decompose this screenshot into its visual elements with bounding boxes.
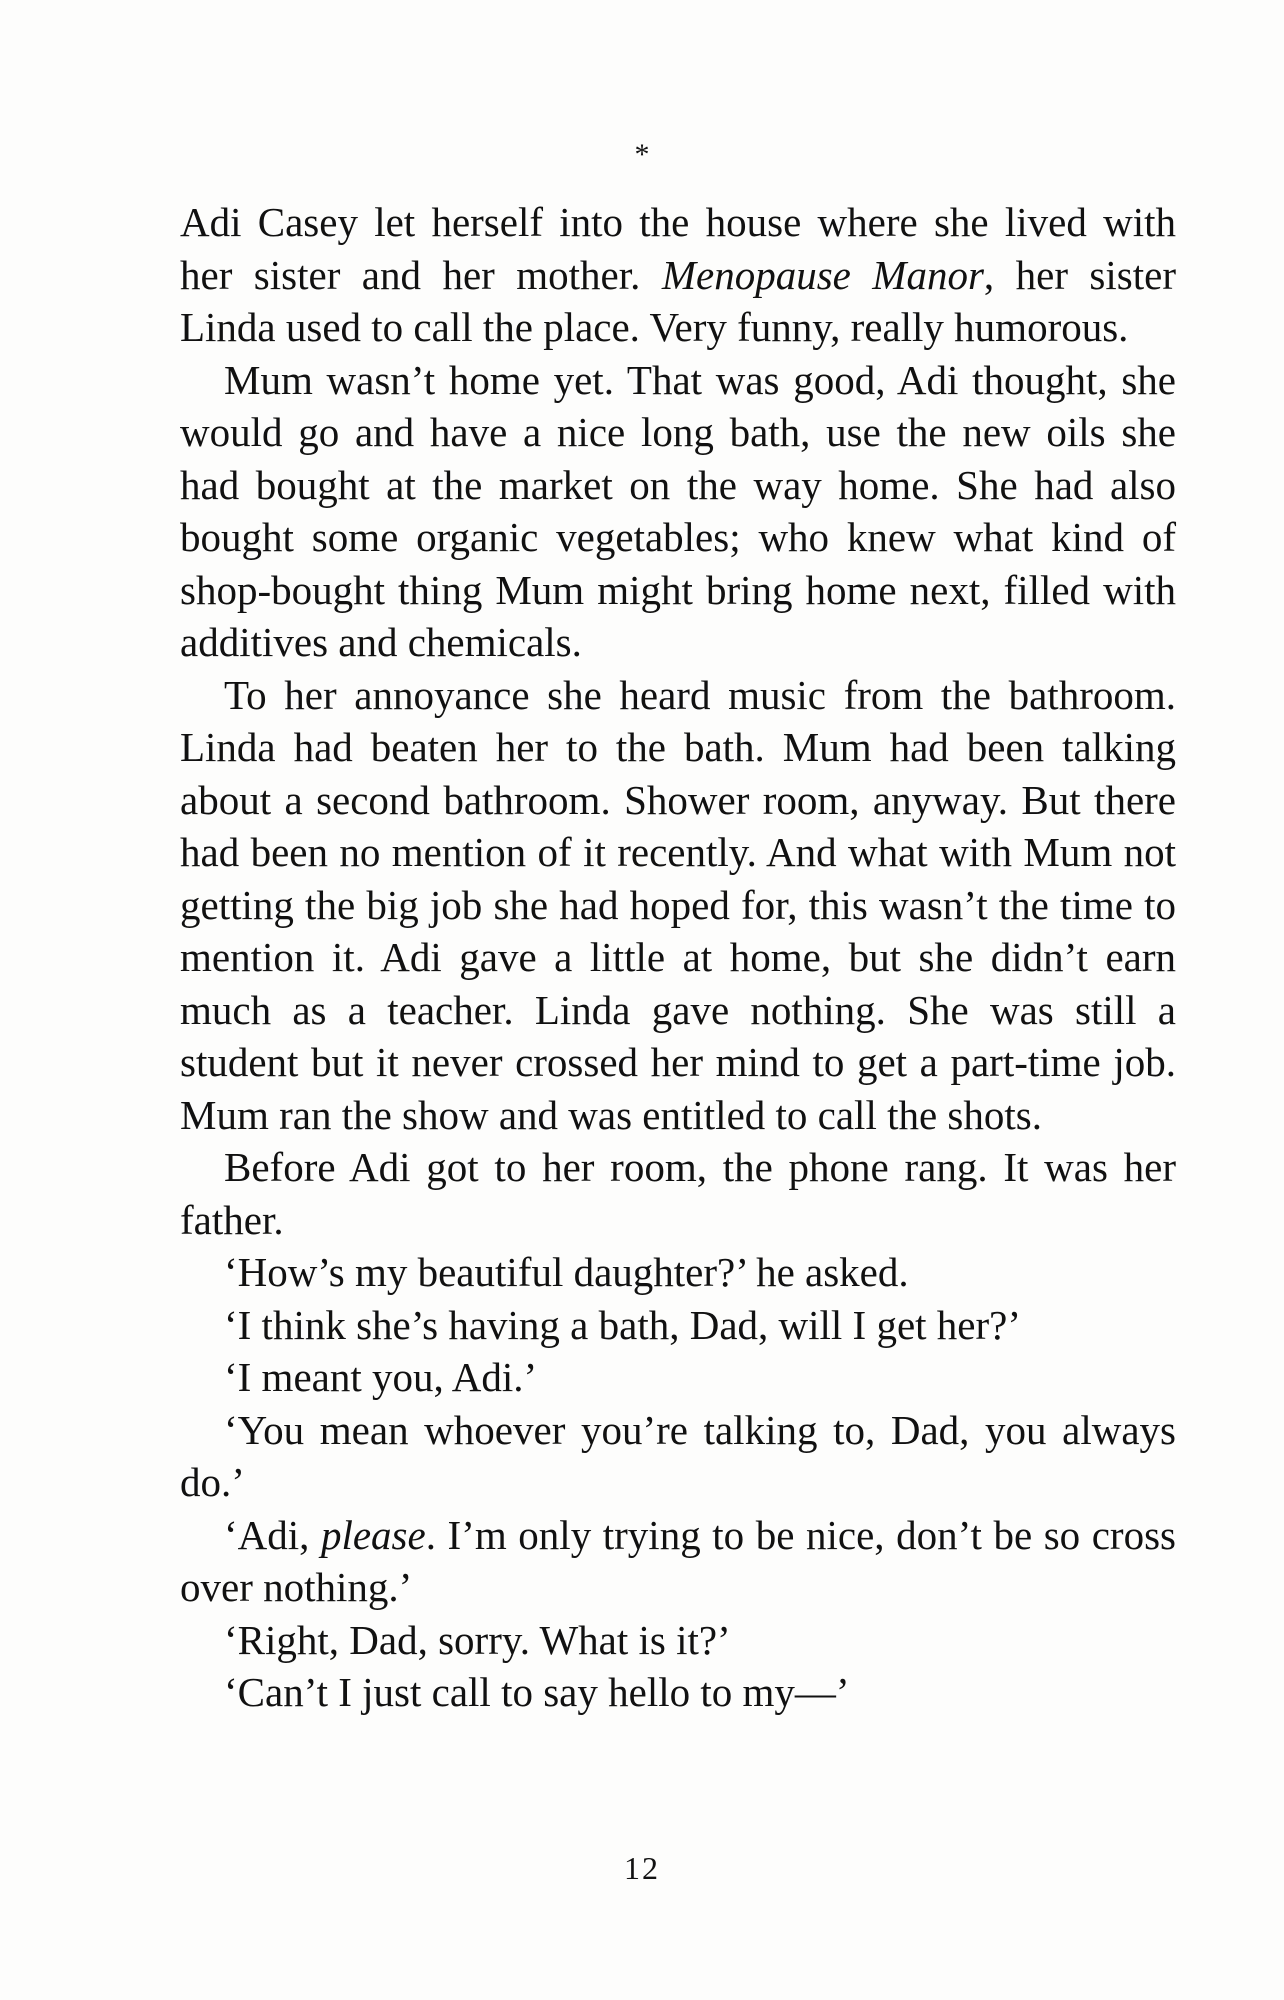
text-run: , her sister Linda used to call the place. Very funny, really humorous. (180, 251, 1176, 350)
text-run-italic: please (320, 1511, 426, 1558)
paragraph (180, 669, 1176, 1142)
section-break-ornament: * (634, 138, 650, 171)
text-run: Adi Casey let herself into the house where she lived with her sister and her mother. (180, 199, 1176, 298)
dialogue-line (180, 1246, 1176, 1299)
text-run: ‘Adi, (224, 1511, 321, 1558)
dialogue-line (180, 1666, 1176, 1719)
text-run: Mum wasn’t home yet. That was good, Adi thought, she would go and have a nice long bath, use the new oils she had bought at the market on the way home. She had also bought some organic vegetables; who knew what kind of shop-bought thing Mum might bring home next, filled with additives and chemicals. (180, 356, 1176, 665)
body-text (180, 196, 1176, 1719)
text-run: ‘Can’t I just call to say hello to my—’ (224, 1669, 850, 1715)
dialogue-line (180, 1404, 1176, 1509)
text-run: ‘Right, Dad, sorry. What is it?’ (224, 1616, 731, 1663)
dialogue-line (180, 1299, 1176, 1352)
paragraph (180, 1141, 1176, 1246)
text-run: To her annoyance she heard music from the bathroom. Linda had beaten her to the bath. Mum had been talking about a second bathroom. Shower room, anyway. But there had been no mention of it recently. And what with Mum not getting the big job she had hoped for, this wasn’t the time to mention it. Adi gave a little at home, but she didn’t earn much as a teacher. Linda gave nothing. She was still a student but it never crossed her mind to get a part-time job. Mum ran the show and was entitled to call the shots. (180, 671, 1176, 1138)
text-run: Before Adi got to her room, the phone rang. It was her father. (180, 1144, 1176, 1243)
text-run-italic: Menopause Manor (661, 251, 984, 298)
text-run: ‘I meant you, Adi.’ (224, 1354, 538, 1400)
text-run: ‘You mean whoever you’re talking to, Dad, you always do.’ (180, 1406, 1176, 1505)
dialogue-line (180, 1351, 1176, 1404)
dialogue-line (180, 1614, 1176, 1667)
text-run: ‘How’s my beautiful daughter?’ he asked. (224, 1249, 909, 1295)
text-run: ‘I think she’s having a bath, Dad, will I get her?’ (224, 1301, 1021, 1348)
page-number: 12 (624, 1850, 660, 1886)
paragraph (180, 196, 1176, 354)
dialogue-line (180, 1509, 1176, 1614)
paragraph (180, 354, 1176, 669)
text-run: . I’m only trying to be nice, don’t be so cross over nothing.’ (180, 1511, 1176, 1610)
